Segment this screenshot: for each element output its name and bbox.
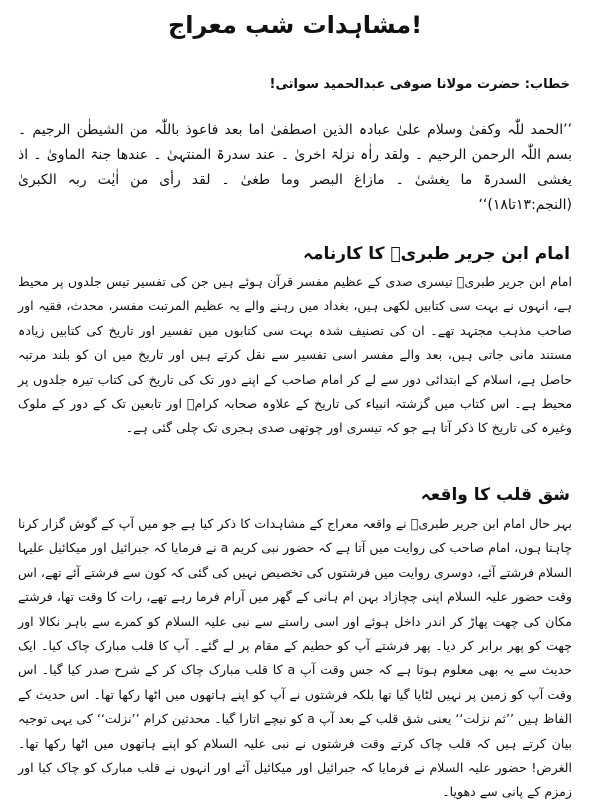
speaker-byline: خطاب: حضرت مولانا صوفی عبدالحمید سواتی! (269, 77, 570, 92)
section-paragraph-tabari: امام ابن جریر طبریؒ تیسری صدی کے عظیم مفسر قرآن ہوئے ہیں جن کی تفسیر تیس جلدوں پر محیط ہے، انہوں نے بہت سی کتابیں لکھی ہیں، بغداد میں رہنے والے یہ عظیم المرتبت مفسر، محدث، فقیہ اور صاحب مذہب مجتہد تھے۔ ان کی تصنیف شدہ بہت سی کتابوں میں تفسیر اور تاریخ کی کتابیں زیادہ مستند مانی جاتی ہیں، بعد والے مفسر اسی تفسیر سے نقل کرتے ہیں اور تاریخ میں ان کو بلند مرتبہ حاصل ہے، اسلام کے ابتدائی دور سے لے کر امام صاحب کے اپنے دور تک کی تاریخ کی کتاب تیرہ جلدوں پر محیط ہے۔ اس کتاب میں گزشتہ انبیاء کی تاریخ کے علاوہ صحابہ کرامؓ اور تابعین تک کے دور کے ملوک وغیرہ کی تاریخ کا ذکر آتا ہے جو کہ تیسری اور چوتھی صدی ہجری تک چلی گئی ہے۔ (18, 274, 572, 436)
page-title: مشاہدات شب معراج! (167, 11, 423, 39)
section-paragraph-shaq-qalb: بہر حال امام ابن جریر طبریؒ نے واقعہ معراج کے مشاہدات کا ذکر کیا ہے جو میں آپ کے گوش گزار کرنا چاہتا ہوں، امام صاحب کی روایت میں آتا ہے کہ حضور نبی کریم a نے فرمایا کہ جبرائیل اور میکائیل علیہا السلام فرشتے آئے، دوسری روایت میں فرشتوں کی تخصیص نہیں کی گئی کہ کون سے فرشتے آئے تھے، اس وقت حضور علیہ السلام اپنی چچازاد بہن ام ہانی کے گھر میں آرام فرما رہے تھے، رات کا وقت تھا، فرشتے مکان کی چھت پھاڑ کر اندر داخل ہوئے اور اسی راستے سے نبی علیہ السلام کو کمرے سے باہر نکالا اور چھت کو پھر برابر کر دیا۔ پھر فرشتے آپ کو حطیم کے مقام پر لے گئے۔ آپ کا قلب مبارک چاک کیا۔ ایک حدیث سے یہ بھی معلوم ہوتا ہے کہ جس وقت آپ a کا قلب مبارک چاک کر کے شرح صدر کیا گیا۔ اس وقت آپ کو زمین پر نہیں لٹایا گیا تھا بلکہ فرشتوں نے آپ کو اپنے ہاتھوں میں اٹھا رکھا تھا۔ اس حدیث کے الفاظ ہیں ’’ثم نزلت‘‘ یعنی شق قلب کے بعد آپ a کو نیچے اتارا گیا۔ محدثین کرام ’’نزلت‘‘ کی یہی توجیہ بیان کرتے ہیں کہ قلب چاک کرتے وقت فرشتوں نے نبی علیہ السلام کو اپنے ہاتھوں میں اٹھا رکھا تھا۔ الغرض! حضور علیہ السلام نے فرمایا کہ جبرائیل اور میکائیل آئے اور انہوں نے قلب مبارک کو چاک کیا اور زمزم کے پانی سے دھویا۔ (18, 516, 572, 800)
arabic-opening-text: ’’الحمد للّٰہ وکفیٰ وسلام علیٰ عبادہ الذین اصطفیٰ اما بعد فاعوذ باللّٰہ من الشیطٰن الرجیم ۔ بسم اللّٰہ الرحمن الرحیم ۔ ولقد راٰہ نزلۃ اخریٰ ۔ عند سدرۃ المنتہیٰ ۔ عندھا جنۃ الماویٰ ۔ اذ یغشی السدرۃ ما یغشیٰ ۔ مازاغ البصر وما طغیٰ ۔ لقد رأی من اٰیٰت ربہ الکبریٰ (النجم:۱۳تا۱۸)‘‘ (18, 122, 572, 213)
section-heading-shaq-qalb: شق قلب کا واقعہ (420, 485, 570, 505)
section-heading-tabari: امام ابن جریر طبریؒ کا کارنامہ (303, 244, 570, 264)
